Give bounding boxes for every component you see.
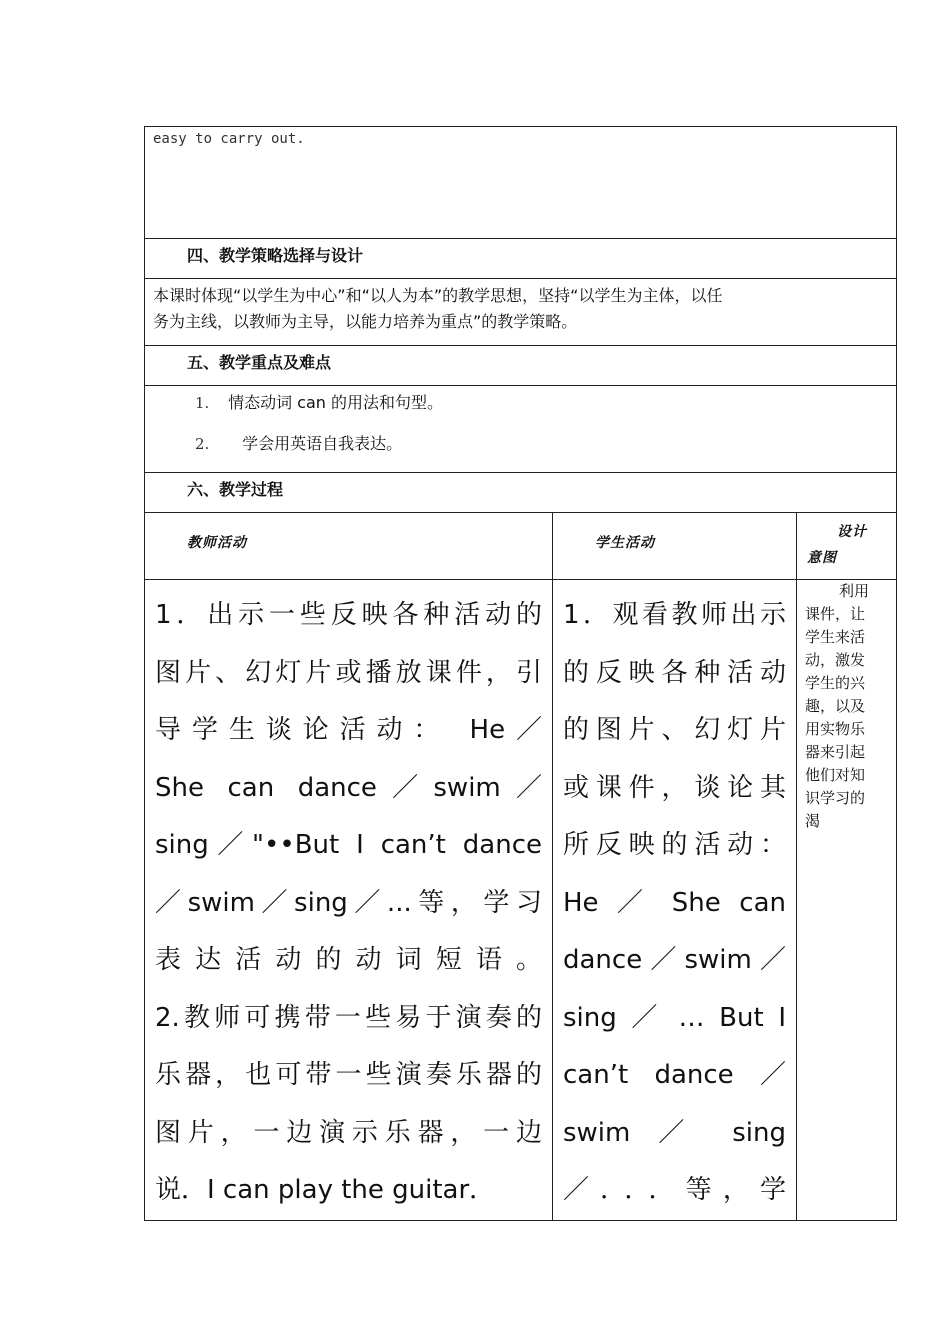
student-line: 的反映各种活动: [563, 657, 786, 688]
lesson-plan-table: [144, 126, 897, 1221]
continued-text: easy to carry out.: [153, 131, 305, 147]
student-line: ／．．．等，学: [563, 1175, 786, 1205]
design-intent-content: [797, 580, 897, 1221]
teacher-line: sing／"••But I can’t dance: [155, 830, 542, 860]
teacher-line: ／swim／sing／...等，学习: [155, 887, 542, 918]
student-line: can’t dance ／: [563, 1060, 786, 1090]
strategy-line-2: 务为主线，以教师为主导，以能力培养为重点”的教学策略。: [153, 312, 578, 331]
student-line: 1．观看教师出示: [563, 600, 786, 630]
continued-text-cell: [145, 127, 897, 239]
teacher-line: She can dance／swim／: [155, 772, 542, 803]
key-point-1: [153, 390, 888, 431]
key-point-2-text: 学会用英语自我表达。: [242, 434, 403, 453]
student-activity-content: [553, 580, 797, 1221]
key-points-cell: [145, 386, 897, 473]
design-line: 他们对知: [805, 766, 866, 784]
design-line: 学生的兴: [805, 674, 866, 692]
teacher-line: 图片、幻灯片或播放课件，引: [155, 657, 542, 688]
student-activity-header: [553, 513, 797, 580]
design-line: 动，激发: [805, 651, 866, 669]
student-line: sing ／ … But I: [563, 1002, 786, 1033]
design-line: 器来引起: [805, 743, 866, 761]
section-5-title: 五、教学重点及难点: [187, 353, 332, 372]
key-point-2-number: 2.: [195, 435, 210, 453]
student-line: 的图片、幻灯片: [563, 715, 786, 745]
section-4-title: 四、教学策略选择与设计: [187, 246, 364, 265]
student-line: dance／swim／: [563, 945, 786, 975]
teacher-activity-label: 教师活动: [187, 535, 247, 551]
teacher-line: 表达活动的动词短语。: [155, 945, 542, 975]
teacher-line: 2.教师可携带一些易于演奏的: [155, 1002, 542, 1033]
teacher-line: 图片，一边演示乐器，一边: [155, 1117, 542, 1148]
design-intent-label-1: 设计: [837, 524, 867, 540]
key-point-1-number: 1.: [195, 394, 210, 412]
design-line: 利用: [839, 582, 870, 600]
student-line: He ／ She can: [563, 887, 786, 918]
design-intent-header: [797, 513, 897, 580]
section-4-heading: [145, 239, 897, 279]
student-line: swim ／ sing: [563, 1117, 786, 1148]
strategy-line-1: 本课时体现“以学生为中心”和“以人为本”的教学思想，坚持“以学生为主体，以任: [153, 286, 723, 305]
teacher-activity-content: [145, 580, 553, 1221]
design-intent-label-2: 意图: [807, 550, 837, 566]
section-6-heading: [145, 473, 897, 513]
teacher-line: 说．I can play the guitar．: [155, 1175, 496, 1205]
design-line: 识学习的: [805, 789, 866, 807]
section-5-heading: [145, 346, 897, 386]
design-line: 用实物乐: [805, 720, 866, 738]
teacher-line: 1．出示一些反映各种活动的: [155, 600, 542, 630]
student-line: 所反映的活动：: [563, 830, 786, 860]
teacher-line: 导学生谈论活动： He／: [155, 715, 542, 745]
student-line: 或课件，谈论其: [563, 772, 786, 803]
design-line: 课件，让: [805, 605, 866, 623]
teacher-line: 乐器，也可带一些演奏乐器的: [155, 1060, 542, 1090]
strategy-cell: [145, 279, 897, 346]
design-line: 学生来活: [805, 628, 866, 646]
design-line: 趣，以及: [805, 697, 866, 715]
key-point-1-text: 情态动词 can 的用法和句型。: [228, 393, 444, 412]
design-line: 渴: [805, 812, 821, 830]
teacher-activity-header: [145, 513, 553, 580]
key-point-2: [153, 431, 888, 472]
section-6-title: 六、教学过程: [187, 480, 284, 499]
student-activity-label: 学生活动: [595, 535, 655, 551]
